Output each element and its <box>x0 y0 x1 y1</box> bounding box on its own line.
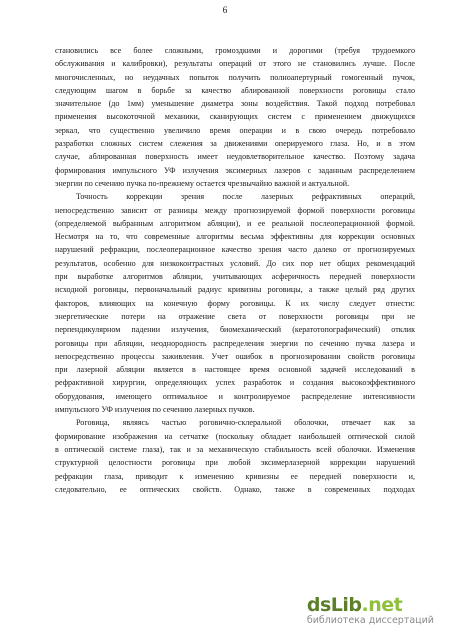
text-line: перпендикулярном падении излучения, биомеханический (кератотопографический) отклик <box>55 325 415 335</box>
watermark-logo-tld: .net <box>361 594 403 616</box>
text-line: зеркал, что существенно увеличило время операции и в свою очередь потребовало <box>55 125 415 135</box>
text-line: значительное (до 1мм) уменьшение диаметра зоны воздействия. Такой подход потребовал <box>55 99 415 109</box>
paragraph-2 <box>55 190 415 416</box>
watermark-logo-row <box>307 595 402 615</box>
text-line: применения высокоточной механики, сканирующих систем с применением движущихся <box>55 112 415 122</box>
text-line: рефракции глаза, приводит к изменению кривизны ее передней поверхности и, <box>55 471 415 481</box>
site-watermark[interactable] <box>303 593 438 628</box>
page-number: 6 <box>222 6 228 16</box>
text-line: Роговица, являясь частью роговично-склеральной оболочки, отвечает как за <box>76 418 415 428</box>
text-line: Точность коррекции зрения после лазерных рефрактивных операций, <box>76 192 415 202</box>
text-line: следовательно, ее оптических свойств. Однако, также в современных подходах <box>55 484 415 494</box>
text-line: (определяемой выбранным алгоритмом абляции), и ее реальной послеоперационной формой. <box>55 218 415 228</box>
text-line: в оптической системе глаза), так и за механическую стабильность всей оболочки. Изменения <box>55 444 415 454</box>
watermark-logo <box>307 595 402 615</box>
text-line: при лазерной абляции является в настоящее время основной задачей исследований в <box>55 365 415 375</box>
text-line: рефрактивной хирургии, определяющих успех разработок и создания высокоэффективного <box>55 378 415 388</box>
text-line: случае, аблированная поверхность имеет неудовлетворительное качество. Поэтому задача <box>55 152 415 162</box>
text-line: энергетические потери на отражение света от поверхности роговицы при не <box>55 311 415 321</box>
text-line: нарушений рефракции, послеоперационное качество зрения часто далеко от прогнозируемых <box>55 245 415 255</box>
text-line: структурной целостности роговицы при любой эксимерлазерной коррекции нарушений <box>55 458 415 468</box>
text-line: становились все более сложными, громоздкими и дорогими (требуя трудоемкого <box>55 46 415 55</box>
text-line: Несмотря на то, что современные алгоритмы весьма эффективны для коррекции основных <box>55 232 415 242</box>
text-line: многочисленных, но неудачных попыток получить полноапертурный гомогенный пучок, <box>55 72 415 82</box>
text-line: результатов, особенно для низкоконтрастных условий. До сих пор нет общих рекомендаций <box>55 258 415 268</box>
text-line: разработки сложных систем слежения за движениями оперируемого глаза. Но, и в этом <box>55 139 415 149</box>
text-line: обслуживания и калибровки), результаты операций от этого не становились лучше. После <box>55 59 415 69</box>
paragraph-1 <box>55 44 415 190</box>
text-line: факторов, влияющих на конечную форму роговицы. К их числу следует отнести: <box>55 298 415 308</box>
text-line: непосредственно зависит от разницы между прогнозируемой формой поверхности роговицы <box>55 205 415 215</box>
text-line: при выработке алгоритмов абляции, учитывающих асферичность передней поверхности <box>55 272 415 282</box>
paragraph-3 <box>55 416 415 496</box>
text-line: роговицы при абляции, неоднородность распределения энергии по сечению пучка лазера и <box>55 338 415 348</box>
text-line: исходной роговицы, первоначальный радиус кривизны роговицы, а также целый ряд других <box>55 285 415 295</box>
watermark-logo-main: dsLib <box>306 594 362 616</box>
document-body <box>55 44 415 496</box>
text-line: импульсного УФ излучения по сечению лазерных пучков. <box>55 405 255 415</box>
text-line: следующим шагом в борьбе за качество аблированной поверхности роговицы стало <box>55 85 415 95</box>
text-line: энергии по сечению пучка по-прежнему остается чрезвычайно важной и актуальной. <box>55 178 350 188</box>
text-line: оборудования, имеющего оптимальное и контролируемое распределение интенсивности <box>55 391 415 401</box>
text-line: формирования импульсного УФ излучения эксимерных лазеров с заданным распределением <box>55 165 415 175</box>
text-line: непосредственно процессы заживления. Учет ошибок в прогнозировании свойств роговицы <box>55 351 415 361</box>
watermark-subtitle: библиотека диссертаций <box>306 615 434 626</box>
text-line: формирование изображения на сетчатке (поскольку обладает наибольшей оптической силой <box>55 431 415 441</box>
